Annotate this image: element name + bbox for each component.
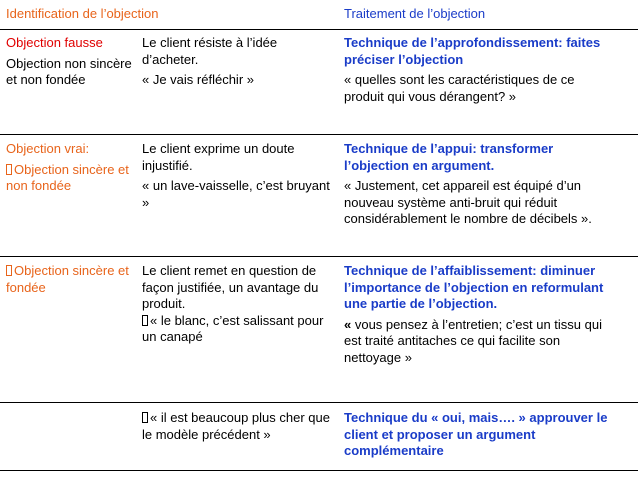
row3-example-line bbox=[142, 313, 337, 346]
bullet-glyph-icon bbox=[142, 412, 148, 423]
row4-treatment bbox=[344, 410, 616, 460]
row-divider bbox=[0, 134, 638, 135]
row2-type-detail: Objection sincère et non fondée bbox=[6, 161, 129, 193]
row3-situation bbox=[142, 263, 337, 346]
row2-treatment bbox=[344, 141, 616, 228]
row2-response: « Justement, cet appareil est équipé d’un nouveau système anti-bruit qui réduit considérablement le nombre de décibels ». bbox=[344, 178, 592, 226]
row4-technique: Technique du « oui, mais…. » approuver le client et proposer un argument complémentaire bbox=[344, 410, 608, 458]
row2-description: Le client exprime un doute injustifié. bbox=[142, 141, 295, 173]
row2-example: « un lave-vaisselle, c’est bruyant » bbox=[142, 178, 330, 210]
row3-response: vous pensez à l’entretien; c’est un tissu qui est traité antitaches ce qui facilite son nettoyage » bbox=[344, 316, 602, 365]
row1-type-detail: Objection non sincère et non fondée bbox=[6, 55, 132, 87]
row3-example: « le blanc, c’est salissant pour un canapé bbox=[142, 312, 324, 344]
row-divider bbox=[0, 256, 638, 257]
row-divider bbox=[0, 402, 638, 403]
row3-description: Le client remet en question de façon justifiée, un avantage du produit. bbox=[142, 263, 319, 311]
header-traitement: Traitement de l’objection bbox=[344, 6, 486, 21]
bullet-glyph-icon bbox=[142, 315, 148, 326]
row3-type-line bbox=[6, 263, 136, 296]
row1-example: « Je vais réfléchir » bbox=[142, 72, 254, 87]
bullet-glyph-icon bbox=[6, 164, 12, 175]
row2-type-title: Objection vrai: bbox=[6, 141, 90, 156]
row-divider bbox=[0, 470, 638, 471]
row1-type-title: Objection fausse bbox=[6, 35, 103, 50]
header-identification: Identification de l’objection bbox=[6, 6, 159, 21]
row1-treatment bbox=[344, 35, 616, 105]
row1-technique: Technique de l’approfondissement: faites préciser l’objection bbox=[344, 35, 601, 67]
row2-type-detail-line bbox=[6, 162, 136, 195]
row3-treatment bbox=[344, 263, 616, 366]
row1-response: « quelles sont les caractéristiques de ce produit qui vous dérangent? » bbox=[344, 72, 575, 104]
row3-type bbox=[6, 263, 136, 296]
row1-type bbox=[6, 35, 136, 89]
row4-situation bbox=[142, 410, 337, 443]
bullet-glyph-icon bbox=[6, 265, 12, 276]
row4-example: « il est beaucoup plus cher que le modèle précédent » bbox=[142, 410, 330, 442]
row2-type bbox=[6, 141, 136, 195]
row3-technique: Technique de l’affaiblissement: diminuer l’importance de l’objection en reformulant une partie de l’objection. bbox=[344, 263, 604, 311]
row3-type-title: Objection sincère et fondée bbox=[6, 263, 129, 295]
row-divider bbox=[0, 29, 638, 30]
row4-example-line bbox=[142, 410, 337, 443]
row3-response-line bbox=[344, 317, 616, 367]
row1-situation bbox=[142, 35, 337, 89]
row2-technique: Technique de l’appui: transformer l’objection en argument. bbox=[344, 141, 554, 173]
row2-situation bbox=[142, 141, 337, 211]
row1-description: Le client résiste à l’idée d’acheter. bbox=[142, 35, 278, 67]
row3-response-open: « bbox=[344, 316, 352, 332]
